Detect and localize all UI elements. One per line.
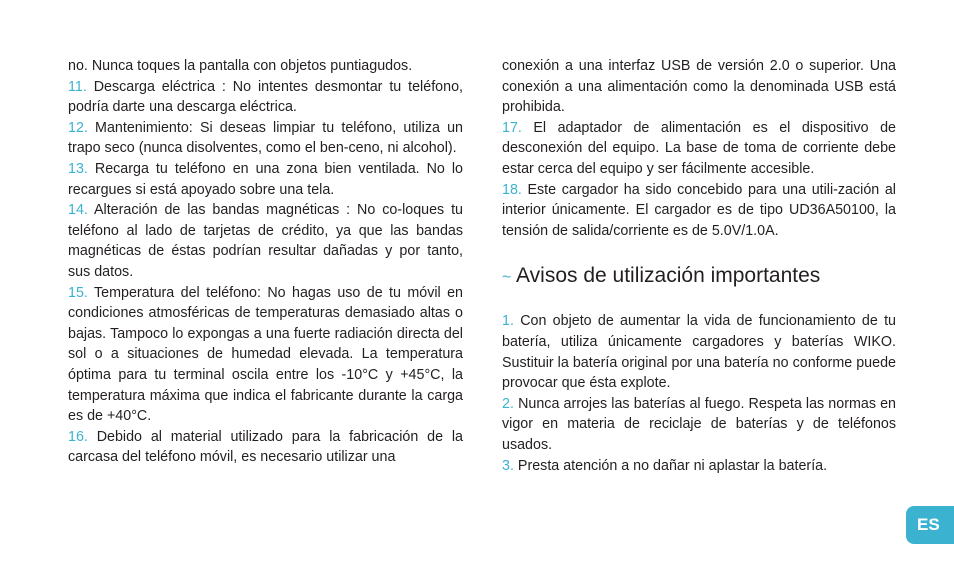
paragraph-continuation: [68, 56, 463, 77]
item-number: 1.: [502, 313, 514, 330]
item-number: 17.: [502, 119, 522, 136]
item-text: El adaptador de alimentación es el dispositivo de desconexión del equipo. La base de toma de corriente debe estar cerca del equipo y ser fácilmente accesible.: [502, 119, 896, 177]
item-number: 15.: [68, 284, 88, 301]
item-text: Con objeto de aumentar la vida de funcionamiento de tu batería, utiliza únicamente cargadores y baterías WIKO. Sustituir la batería original por una batería no conforme puede provocar que ésta explote.: [502, 313, 896, 392]
item-text: Nunca arrojes las baterías al fuego. Respeta las normas en vigor en materia de reciclaje de baterías y de teléfonos usados.: [502, 395, 896, 453]
item-number: 2.: [502, 395, 514, 412]
battery-item-3: [502, 456, 896, 477]
item-text: No intentes desmontar tu teléfono, podría darte una descarga eléctrica.: [68, 78, 463, 116]
paragraph-text: no. Nunca toques la pantalla con objetos puntiagudos.: [68, 58, 413, 74]
safety-item-13: [68, 159, 463, 200]
battery-item-2: [502, 394, 896, 456]
safety-item-11: [68, 77, 463, 118]
safety-item-17: [502, 118, 896, 180]
item-text: Debido al material utilizado para la fabricación de la carcasa del teléfono móvil, es necesario utilizar una: [68, 428, 463, 466]
item-number: 11.: [68, 78, 87, 95]
heading-tilde: ~: [502, 269, 512, 287]
safety-item-16: [68, 427, 463, 468]
item-text: Este cargador ha sido concebido para una utili-zación al interior únicamente. El cargador es de tipo UD36A50100, la tensión de salida/corriente es de 5.0V/1.0A.: [502, 181, 896, 239]
section-heading: [502, 263, 896, 291]
item-term: Recarga: [94, 160, 149, 177]
item-term: Temperatura del teléfono:: [94, 284, 261, 301]
item-text: No co-loques tu teléfono al lado de tarjetas de crédito, ya que las bandas magnéticas de éstas podrían resultar dañadas y por tanto, sus datos.: [68, 202, 464, 280]
item-number: 3.: [502, 457, 514, 474]
item-number: 18.: [502, 181, 522, 198]
item-number: 16.: [68, 428, 88, 445]
paragraph-continuation: [502, 56, 896, 118]
item-number: 12.: [68, 119, 88, 136]
safety-item-18: [502, 180, 896, 242]
item-text: Presta atención a no dañar ni aplastar la batería.: [517, 457, 828, 474]
language-badge: ES: [906, 506, 954, 544]
safety-item-14: [68, 200, 463, 282]
battery-item-1: [502, 311, 896, 393]
item-number: 14.: [68, 202, 88, 219]
heading-title: Avisos de utilización importantes: [516, 264, 821, 288]
item-number: 13.: [68, 160, 88, 177]
right-column: [502, 56, 896, 476]
item-term: Descarga eléctrica :: [93, 78, 226, 95]
safety-item-12: [68, 118, 463, 159]
safety-item-15: [68, 283, 463, 427]
item-term: Alteración de las bandas magnéticas :: [93, 202, 351, 219]
item-text: Si deseas limpiar tu teléfono, utiliza un trapo seco (nunca disolventes, como el ben-ceno, ni alcohol).: [68, 119, 463, 157]
left-column: [68, 56, 463, 468]
item-text: tu teléfono en una zona bien ventilada. No lo recargues si está apoyado sobre una tela.: [68, 160, 463, 198]
item-term: Mantenimiento:: [95, 119, 193, 136]
paragraph-text: conexión a una interfaz USB de versión 2.0 o superior. Una conexión a una alimentación como la denominada USB está prohibida.: [502, 58, 896, 116]
item-text: No hagas uso de tu móvil en condiciones atmosféricas de temperaturas demasiado altas o bajas. Tampoco lo expongas a una fuerte radiación directa del sol o a situaciones de humedad elevada. La temperatura óptima para tu terminal oscila entre los -10°C y +45°C, la temperatura máxima que indica el fabricante durante la carga es de +40°C.: [68, 284, 463, 425]
